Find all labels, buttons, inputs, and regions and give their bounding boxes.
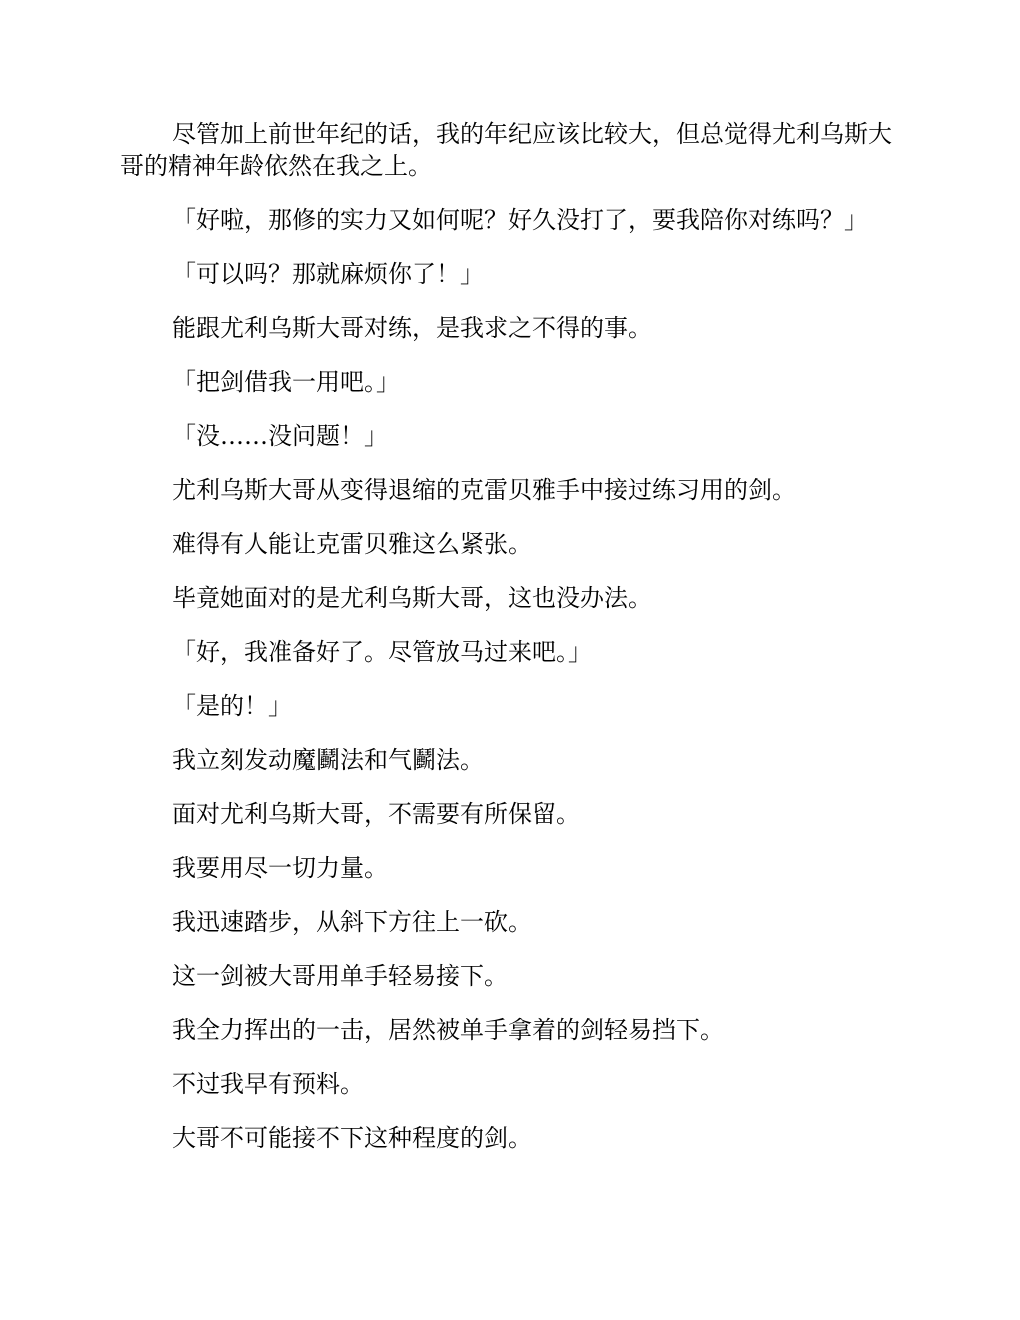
paragraph-19: 大哥不可能接不下这种程度的剑。 [172,1124,532,1152]
paragraph-9: 毕竟她面对的是尤利乌斯大哥，这也没办法。 [172,584,652,612]
paragraph-17: 我全力挥出的一击，居然被单手拿着的剑轻易挡下。 [172,1016,724,1044]
paragraph-8: 难得有人能让克雷贝雅这么紧张。 [172,530,532,558]
paragraph-12: 我立刻发动魔鬬法和气鬬法。 [172,746,484,774]
paragraph-1: 尽管加上前世年纪的话，我的年纪应该比较大，但总觉得尤利乌斯大哥的精神年龄依然在我之上。 [120,120,892,180]
paragraph-10: 「好，我准备好了。尽管放马过来吧。」 [172,638,592,666]
paragraph-18: 不过我早有预料。 [172,1070,364,1098]
paragraph-14: 我要用尽一切力量。 [172,854,388,882]
paragraph-11: 「是的！」 [172,692,292,720]
paragraph-13: 面对尤利乌斯大哥，不需要有所保留。 [172,800,580,828]
paragraph-6: 「没……没问题！」 [172,422,388,450]
paragraph-2: 「好啦，那修的实力又如何呢？好久没打了，要我陪你对练吗？」 [172,206,868,234]
paragraph-15: 我迅速踏步，从斜下方往上一砍。 [172,908,532,936]
paragraph-5: 「把剑借我一用吧。」 [172,368,400,396]
paragraph-16: 这一剑被大哥用单手轻易接下。 [172,962,508,990]
paragraph-4: 能跟尤利乌斯大哥对练，是我求之不得的事。 [172,314,652,342]
paragraph-7: 尤利乌斯大哥从变得退缩的克雷贝雅手中接过练习用的剑。 [172,476,796,504]
text-body [120,118,900,1154]
paragraph-3: 「可以吗？那就麻烦你了！」 [172,260,484,288]
